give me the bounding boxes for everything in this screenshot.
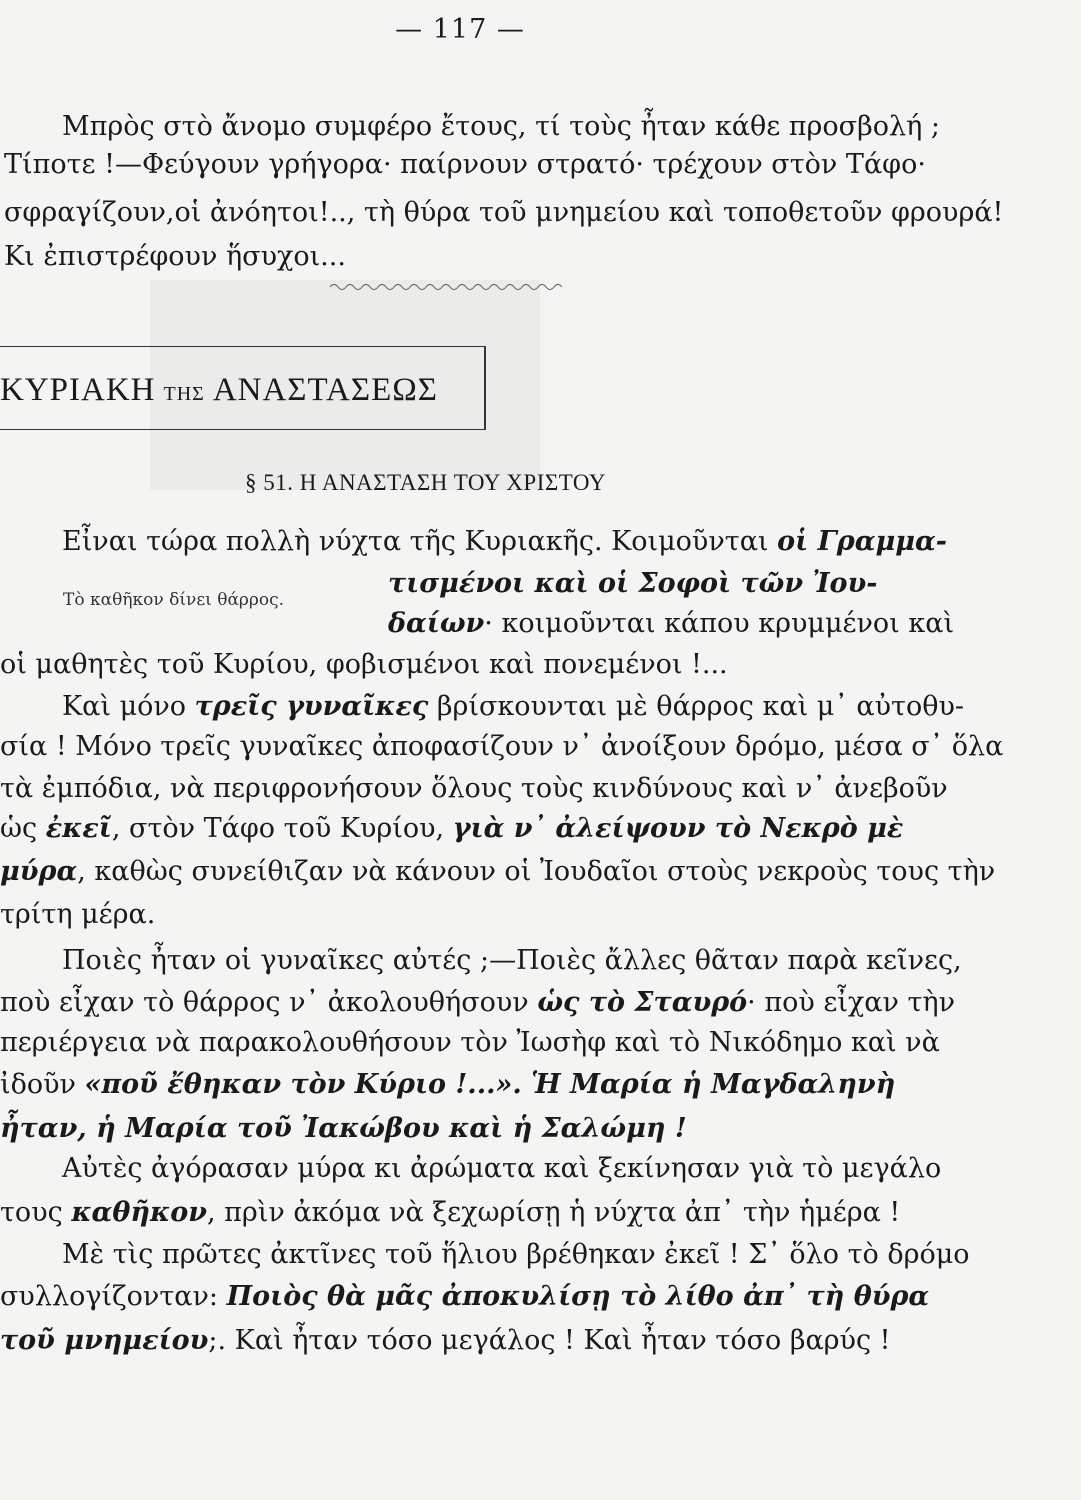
page-number: — 117 —: [395, 14, 525, 45]
emphasis: ἐκεῖ: [45, 813, 112, 844]
text-span: συλλογίζονταν:: [0, 1281, 227, 1312]
text-line: Αὐτὲς ἀγόρασαν μύρα κι ἀρώματα καὶ ξεκίνησαν γιὰ τὸ μεγάλο: [62, 1153, 942, 1184]
text-line: Κι ἐπιστρέφουν ἥσυχοι...: [4, 241, 346, 272]
text-line: [0, 812, 903, 846]
text-line: Τίποτε !—Φεύγουν γρήγορα· παίρνουν στρατό· τρέχουν στὸν Τάφο·: [4, 149, 926, 180]
section-title: § 51. Η ΑΝΑΣΤΑΣΗ ΤΟΥ ΧΡΙΣΤΟΥ: [245, 470, 606, 495]
margin-note: Τὸ καθῆκον δίνει θάρρος.: [63, 590, 285, 610]
emphasis: οἱ Γραμμα-: [777, 526, 947, 557]
text-span: , πρὶν ἀκόμα νὰ ξεχωρίσῃ ἡ νύχτα ἀπ᾿ τὴν ἡμέρα !: [206, 1197, 901, 1228]
emphasis: καθῆκον: [71, 1197, 207, 1228]
text-line: οἱ μαθητὲς τοῦ Κυρίου, φοβισμένοι καὶ πονεμένοι !...: [0, 649, 728, 680]
text-span: Εἶναι τώρα πολλὴ νύχτα τῆς Κυριακῆς. Κοιμοῦνται: [62, 526, 778, 557]
text-line: ἦταν, ἡ Μαρία τοῦ Ἰακώβου καὶ ἡ Σαλώμη !: [0, 1113, 687, 1144]
emphasis: Ποιὸς θὰ μᾶς ἀποκυλίσῃ τὸ λίθο ἀπ᾿ τὴ θύρα: [226, 1281, 930, 1312]
emphasis: τοῦ μνημείου: [0, 1325, 209, 1356]
text-span: · κοιμοῦνται κάπου κρυμμένοι καὶ: [484, 608, 955, 639]
emphasis: «ποῦ ἔθηκαν τὸν Κύριο !...».: [84, 1069, 522, 1100]
text-span: ἰδοῦν: [0, 1069, 85, 1100]
text-span: βρίσκουνται μὲ θάρρος καὶ μ᾿ αὐτοθυ-: [428, 691, 965, 722]
emphasis: τρεῖς γυναῖκες: [194, 691, 429, 722]
text-line: [62, 525, 947, 559]
text-line: [62, 690, 964, 724]
text-line: [0, 1280, 929, 1314]
heading-part: ΚΥΡΙΑΚΗ: [0, 372, 156, 408]
text-span: ὡς: [0, 813, 46, 844]
text-line: Μὲ τὶς πρῶτες ἀκτῖνες τοῦ ἥλιου βρέθηκαν ἐκεῖ ! Σ᾿ ὅλο τὸ δρόμο: [62, 1239, 970, 1270]
text-line: τισμένοι καὶ οἱ Σοφοὶ τῶν Ἰου-: [388, 568, 878, 599]
text-span: ποὺ εἶχαν τὸ θάρρος ν᾿ ἀκολουθήσουν: [0, 987, 538, 1018]
text-line: [388, 607, 954, 641]
text-span: , καθὼς συνείθιζαν νὰ κάνουν οἱ Ἰουδαῖοι στοὺς νεκροὺς τους τὴν: [77, 856, 996, 887]
chapter-heading: [0, 372, 438, 409]
text-line: [0, 986, 955, 1020]
wavy-divider: [330, 282, 562, 292]
heading-part: ΑΝΑΣΤΑΣΕΩΣ: [212, 372, 438, 408]
text-line: σφραγίζουν,οἱ ἀνόητοι!.., τὴ θύρα τοῦ μνημείου καὶ τοποθετοῦν φρουρά!: [4, 197, 1004, 228]
text-span: · ποὺ εἶχαν τὴν: [747, 987, 956, 1018]
text-span: Καὶ μόνο: [62, 691, 195, 722]
text-line: τὰ ἐμπόδια, νὰ περιφρονήσουν ὅλους τοὺς κινδύνους καὶ ν᾿ ἀνεβοῦν: [0, 773, 948, 804]
text-line: [0, 1324, 891, 1358]
text-line: [0, 855, 995, 889]
text-line: Μπρὸς στὸ ἄνομο συμφέρο ἔτους, τί τοὺς ἦταν κάθε προσβολή ;: [62, 111, 940, 142]
emphasis: ὡς τὸ Σταυρό: [537, 987, 748, 1018]
text-line: τρίτη μέρα.: [0, 899, 156, 930]
emphasis: γιὰ ν᾿ ἀλείψουν τὸ Νεκρὸ μὲ: [452, 813, 904, 844]
text-line: περιέργεια νὰ παρακολουθήσουν τὸν Ἰωσὴφ καὶ τὸ Νικόδημο καὶ νὰ: [0, 1027, 940, 1058]
emphasis: δαίων: [388, 608, 485, 639]
text-span: , στὸν Τάφο τοῦ Κυρίου,: [111, 813, 453, 844]
text-line: [0, 1068, 895, 1102]
text-line: σία ! Μόνο τρεῖς γυναῖκες ἀποφασίζουν ν᾿ ἀνοίξουν δρόμο, μέσα σ᾿ ὅλα: [0, 731, 1004, 762]
text-line: [0, 1196, 900, 1230]
heading-part: ΤΗΣ: [163, 383, 205, 405]
emphasis: μύρα: [0, 856, 78, 887]
text-line: Ποιὲς ἦταν οἱ γυναῖκες αὐτές ;—Ποιὲς ἄλλες θᾶταν παρὰ κεῖνες,: [62, 945, 962, 976]
emphasis: Ἡ Μαρία ἡ Μαγδαληνὴ: [521, 1069, 896, 1100]
text-span: ;. Καὶ ἦταν τόσο μεγάλος ! Καὶ ἦταν τόσο βαρύς !: [208, 1325, 891, 1356]
text-span: τους: [0, 1197, 72, 1228]
